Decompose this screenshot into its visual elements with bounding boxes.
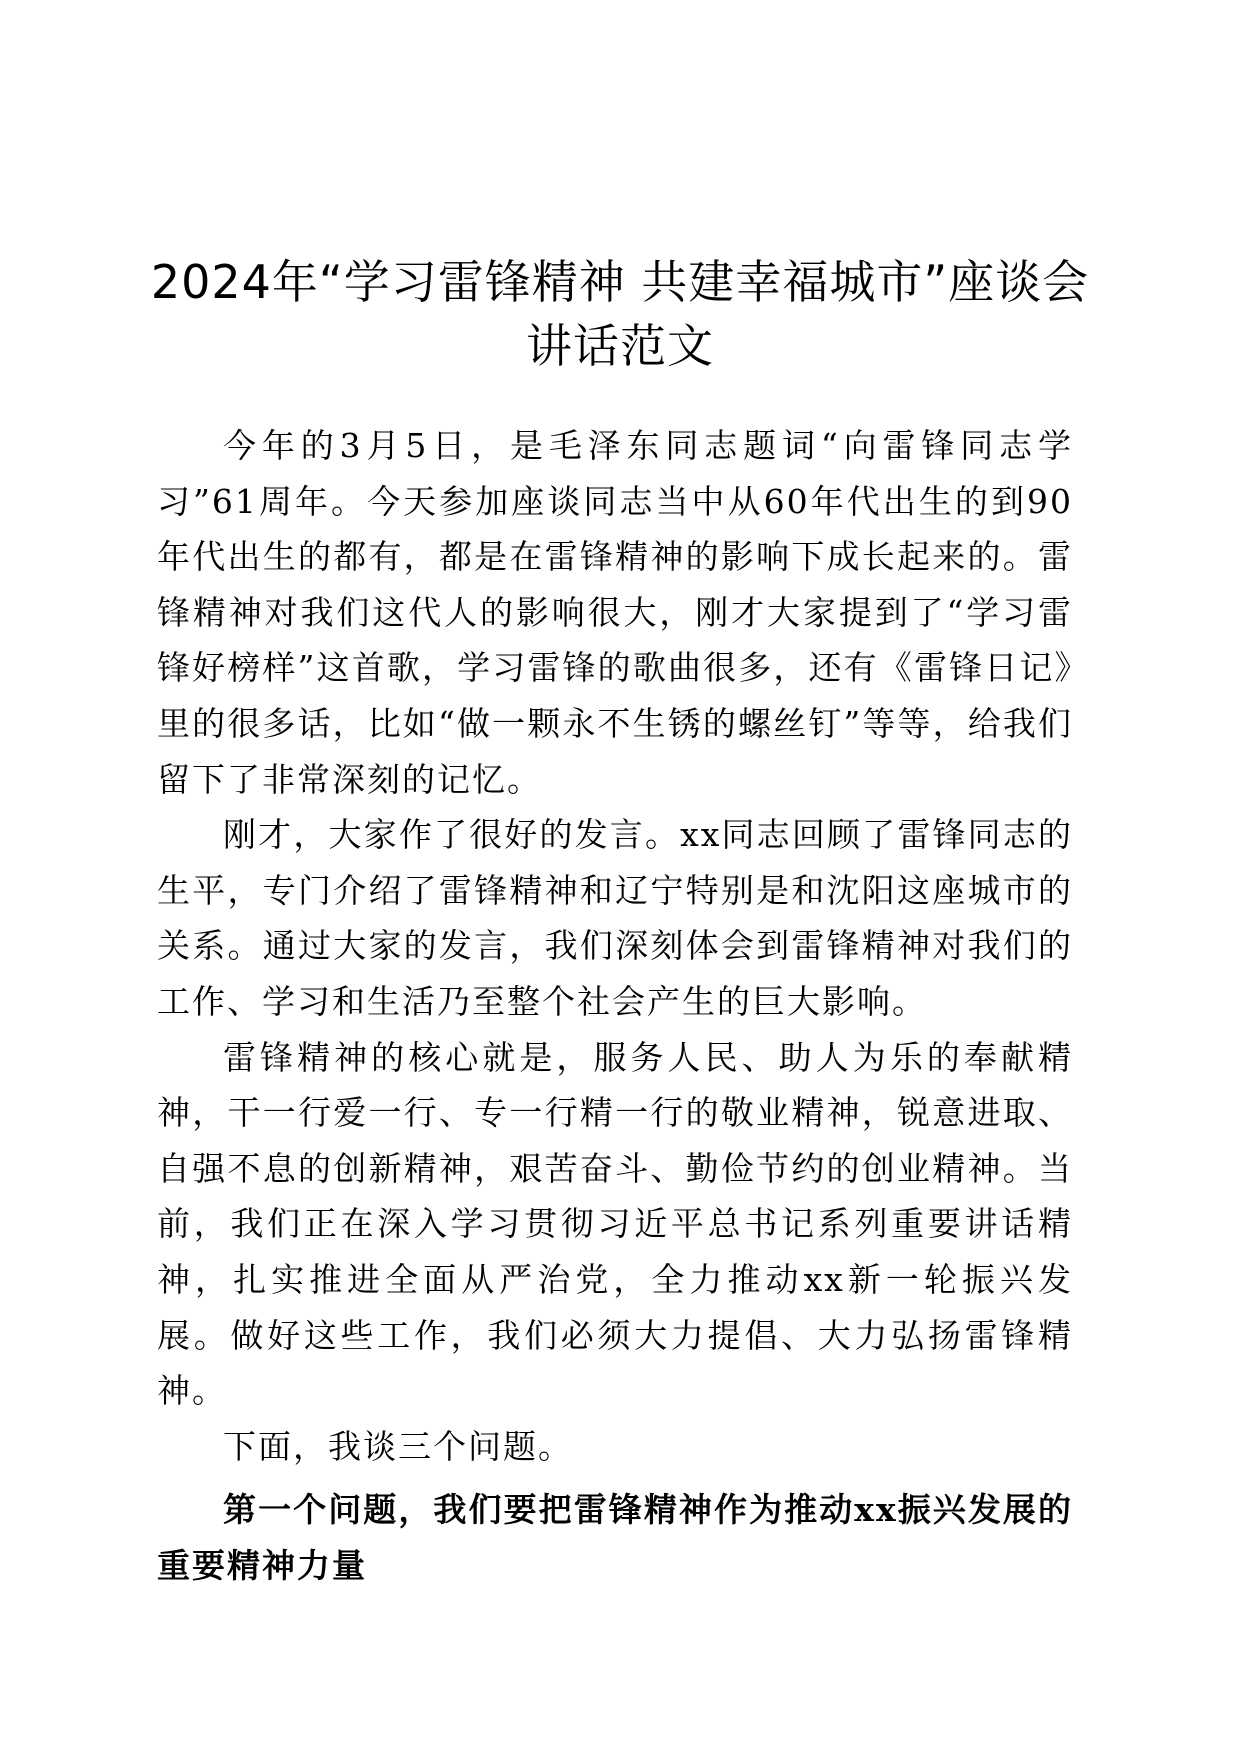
paragraph-three-issues: 下面，我谈三个问题。 xyxy=(223,1426,573,1466)
document-title: 2024年“学习雷锋精神 共建幸福城市”座谈会讲话范文 xyxy=(150,255,1090,373)
paragraph-core-spirit: 雷锋精神的核心就是，服务人民、助人为乐的奉献精神，干一行爱一行、专一行精一行的敬业精神，锐意进取、自强不息的创新精神，艰苦奋斗、勤俭节约的创业精神。当前，我们正在深入学习贯彻习近平总书记系列重要讲话精神，扎实推进全面从严治党，全力推动xx新一轮振兴发展。做好这些工作，我们必须大力提倡、大力弘扬雷锋精神。 xyxy=(157,1037,1073,1411)
paragraph-speeches: 刚才，大家作了很好的发言。xx同志回顾了雷锋同志的生平，专门介绍了雷锋精神和辽宁特别是和沈阳这座城市的关系。通过大家的发言，我们深刻体会到雷锋精神对我们的工作、学习和生活乃至整个社会产生的巨大影响。 xyxy=(157,815,1073,1021)
document-body xyxy=(157,418,1073,1593)
paragraph-intro: 今年的3月5日，是毛泽东同志题词“向雷锋同志学习”61周年。今天参加座谈同志当中从60年代出生的到90年代出生的都有，都是在雷锋精神的影响下成长起来的。雷锋精神对我们这代人的影响很大，刚才大家提到了“学习雷锋好榜样”这首歌，学习雷锋的歌曲很多，还有《雷锋日记》里的很多话，比如“做一颗永不生锈的螺丝钉”等等，给我们留下了非常深刻的记忆。 xyxy=(157,426,1073,799)
section-heading-first-issue: 第一个问题，我们要把雷锋精神作为推动xx振兴发展的重要精神力量 xyxy=(157,1490,1073,1585)
